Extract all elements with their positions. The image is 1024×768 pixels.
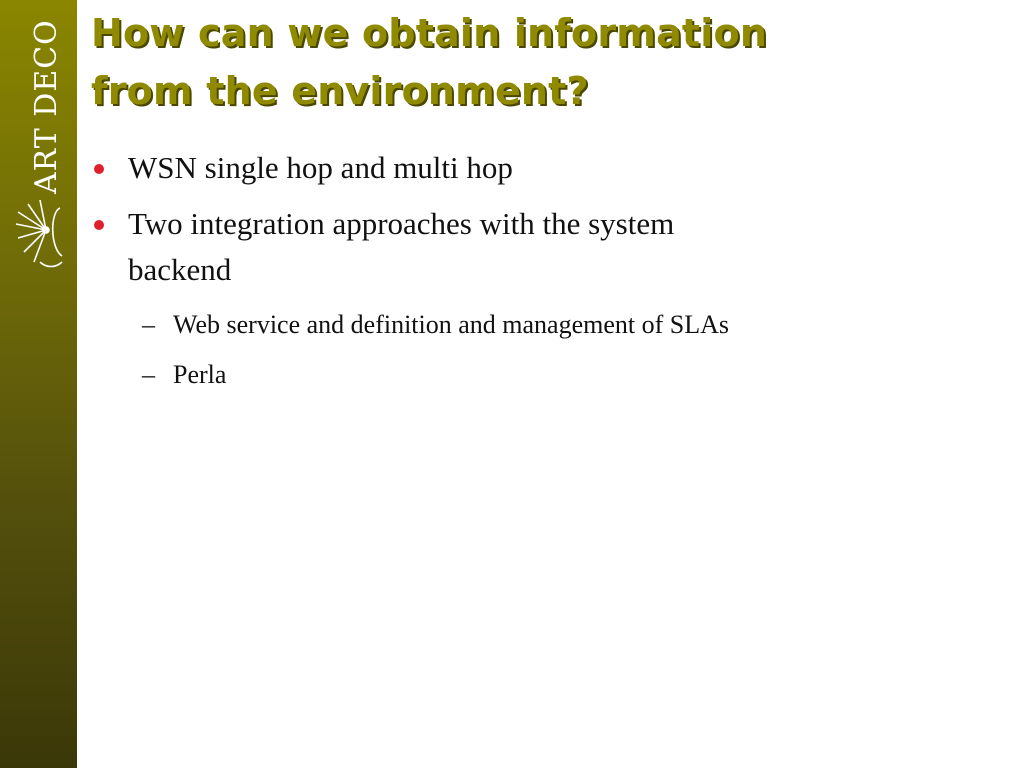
sub-bullet-text: Perla bbox=[173, 360, 227, 389]
bullet-text: Two integration approaches with the system bbox=[128, 206, 675, 241]
sub-bullet-text: Web service and definition and management of SLAs bbox=[173, 310, 730, 339]
bullet-dot bbox=[94, 164, 104, 174]
bullet-text: WSN single hop and multi hop bbox=[128, 150, 513, 185]
bullet-dot bbox=[94, 220, 104, 230]
logo-text: ART DECO bbox=[29, 19, 64, 194]
sub-bullet-dash: – bbox=[142, 310, 155, 339]
title-line-2: from the environment? bbox=[91, 69, 589, 113]
title-line-1: How can we obtain information bbox=[91, 11, 768, 55]
bullet-text-continued: backend bbox=[128, 252, 232, 287]
sub-bullet-dash: – bbox=[142, 360, 155, 389]
